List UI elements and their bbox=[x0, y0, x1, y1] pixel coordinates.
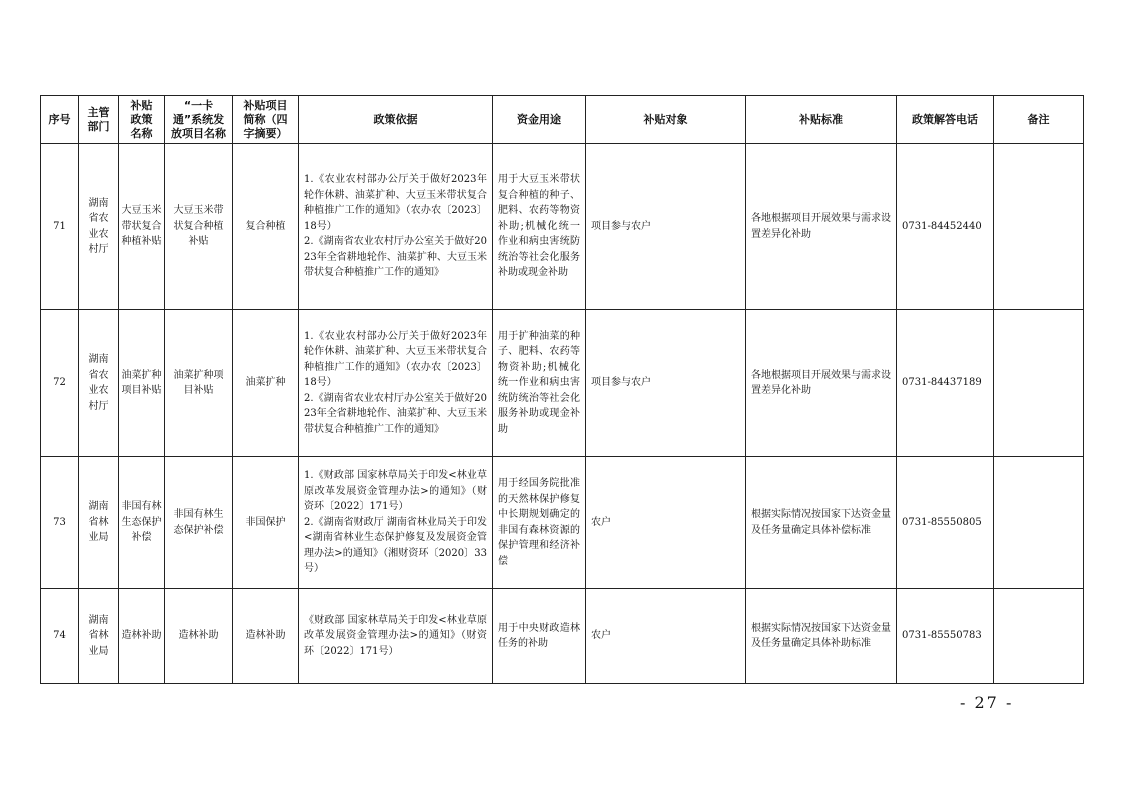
cell-remark bbox=[994, 144, 1084, 310]
cell-fund-use: 用于经国务院批准的天然林保护修复中长期规划确定的非国有森林资源的保护管理和经济补偿 bbox=[493, 457, 586, 589]
header-policy-name: 补贴政策名称 bbox=[119, 96, 165, 144]
cell-abbr: 复合种植 bbox=[233, 144, 299, 310]
header-standard: 补贴标准 bbox=[746, 96, 897, 144]
cell-card-item: 非国有林生态保护补偿 bbox=[165, 457, 233, 589]
cell-standard: 各地根据项目开展效果与需求设置差异化补助 bbox=[746, 144, 897, 310]
header-dept: 主管部门 bbox=[79, 96, 119, 144]
cell-target: 项目参与农户 bbox=[586, 144, 746, 310]
cell-basis: 1.《财政部 国家林草局关于印发<林业草原改革发展资金管理办法>的通知》（财资环〔2022〕171号） 2.《湖南省财政厅 湖南省林业局关于印发<湖南省林业生态保护修复及发展资金管理办法>的通知》（湘财资环〔2020〕33号） bbox=[299, 457, 493, 589]
cell-target: 农户 bbox=[586, 589, 746, 684]
cell-standard: 根据实际情况按国家下达资金量及任务量确定具体补偿标准 bbox=[746, 457, 897, 589]
cell-abbr: 油菜扩种 bbox=[233, 310, 299, 457]
table-row bbox=[41, 310, 1084, 457]
cell-phone: 0731-85550783 bbox=[897, 589, 994, 684]
cell-seq: 74 bbox=[41, 589, 79, 684]
cell-dept: 湖南省农业农村厅 bbox=[79, 144, 119, 310]
cell-standard: 各地根据项目开展效果与需求设置差异化补助 bbox=[746, 310, 897, 457]
page-number: - 27 - bbox=[960, 693, 1014, 712]
header-remark: 备注 bbox=[994, 96, 1084, 144]
cell-standard: 根据实际情况按国家下达资金量及任务量确定具体补助标准 bbox=[746, 589, 897, 684]
cell-fund-use: 用于中央财政造林任务的补助 bbox=[493, 589, 586, 684]
cell-dept: 湖南省林业局 bbox=[79, 457, 119, 589]
cell-abbr: 非国保护 bbox=[233, 457, 299, 589]
cell-fund-use: 用于大豆玉米带状复合种植的种子、肥料、农药等物资补助;机械化统一作业和病虫害统防统治等社会化服务补助或现金补助 bbox=[493, 144, 586, 310]
cell-card-item: 油菜扩种项目补贴 bbox=[165, 310, 233, 457]
table-row bbox=[41, 144, 1084, 310]
cell-seq: 72 bbox=[41, 310, 79, 457]
header-basis: 政策依据 bbox=[299, 96, 493, 144]
cell-policy-name: 造林补助 bbox=[119, 589, 165, 684]
cell-seq: 71 bbox=[41, 144, 79, 310]
header-phone: 政策解答电话 bbox=[897, 96, 994, 144]
cell-phone: 0731-85550805 bbox=[897, 457, 994, 589]
subsidy-policy-table bbox=[40, 95, 1084, 684]
cell-remark bbox=[994, 589, 1084, 684]
header-fund-use: 资金用途 bbox=[493, 96, 586, 144]
cell-dept: 湖南省林业局 bbox=[79, 589, 119, 684]
header-card-item: “一卡通”系统发放项目名称 bbox=[165, 96, 233, 144]
header-abbr: 补贴项目简称（四字摘要） bbox=[233, 96, 299, 144]
cell-basis: 《财政部 国家林草局关于印发<林业草原改革发展资金管理办法>的通知》（财资环〔2022〕171号） bbox=[299, 589, 493, 684]
cell-policy-name: 大豆玉米带状复合种植补贴 bbox=[119, 144, 165, 310]
header-target: 补贴对象 bbox=[586, 96, 746, 144]
header-seq: 序号 bbox=[41, 96, 79, 144]
cell-abbr: 造林补助 bbox=[233, 589, 299, 684]
cell-remark bbox=[994, 457, 1084, 589]
cell-policy-name: 非国有林生态保护补偿 bbox=[119, 457, 165, 589]
cell-target: 农户 bbox=[586, 457, 746, 589]
cell-seq: 73 bbox=[41, 457, 79, 589]
cell-card-item: 造林补助 bbox=[165, 589, 233, 684]
table-header-row bbox=[41, 96, 1084, 144]
cell-policy-name: 油菜扩种项目补贴 bbox=[119, 310, 165, 457]
cell-dept: 湖南省农业农村厅 bbox=[79, 310, 119, 457]
cell-fund-use: 用于扩种油菜的种子、肥料、农药等物资补助;机械化统一作业和病虫害统防统治等社会化服务补助或现金补助 bbox=[493, 310, 586, 457]
cell-phone: 0731-84452440 bbox=[897, 144, 994, 310]
table-row bbox=[41, 589, 1084, 684]
cell-target: 项目参与农户 bbox=[586, 310, 746, 457]
cell-phone: 0731-84437189 bbox=[897, 310, 994, 457]
cell-basis: 1.《农业农村部办公厅关于做好2023年轮作休耕、油菜扩种、大豆玉米带状复合种植推广工作的通知》（农办农〔2023〕18号） 2.《湖南省农业农村厅办公室关于做好2023年全省耕地轮作、油菜扩种、大豆玉米带状复合种植推广工作的通知》 bbox=[299, 310, 493, 457]
cell-remark bbox=[994, 310, 1084, 457]
table-row bbox=[41, 457, 1084, 589]
cell-basis: 1.《农业农村部办公厅关于做好2023年轮作休耕、油菜扩种、大豆玉米带状复合种植推广工作的通知》（农办农〔2023〕18号） 2.《湖南省农业农村厅办公室关于做好2023年全省耕地轮作、油菜扩种、大豆玉米带状复合种植推广工作的通知》 bbox=[299, 144, 493, 310]
cell-card-item: 大豆玉米带状复合种植补贴 bbox=[165, 144, 233, 310]
